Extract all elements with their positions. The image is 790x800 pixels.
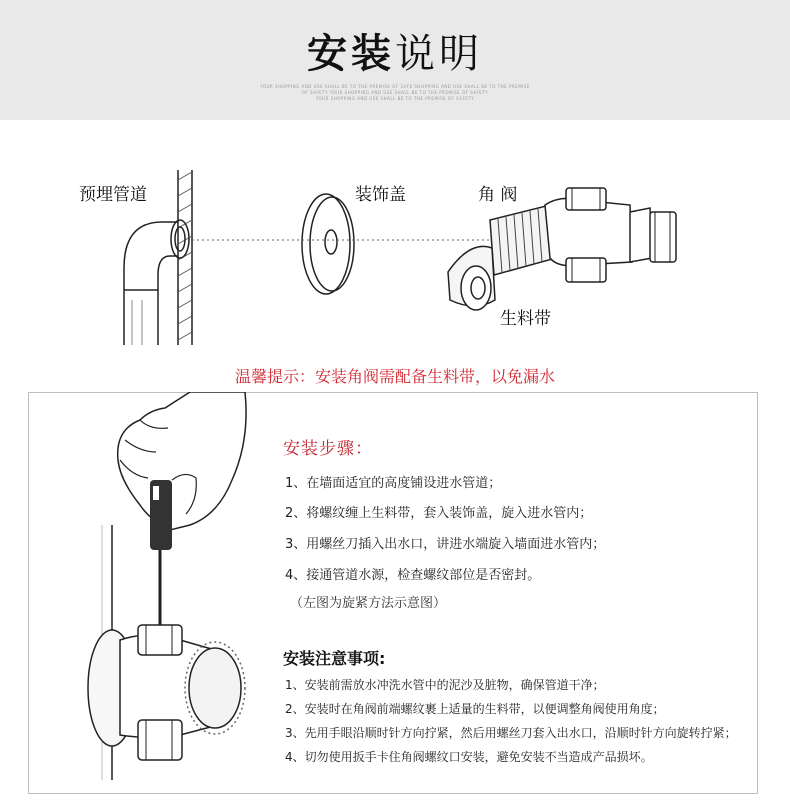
header-subtext-line1: YOUR SHOPPING AND USE SHALL BE TO THE PREMISE OF SAFE SHOPPING AND USE SHALL BE TO THE PREMISE [260,84,530,89]
decorative-cover-illustration [302,194,354,294]
notice-item-1: 1、安装前需放水冲洗水管中的泥沙及脏物，确保管道干净； [285,678,605,692]
page-title-bold: 安装 [307,31,395,77]
step-item-2: 2、将螺纹缠上生料带，套入装饰盖，旋入进水管内； [285,506,593,521]
page-title-light: 说明 [395,31,483,77]
embedded-pipe-illustration [124,220,189,345]
warm-tip: 温馨提示：安装角阀需配备生料带，以免漏水 [234,367,555,386]
header-banner [0,0,790,120]
tape-label: 生料带 [500,309,551,329]
notice-item-4: 4、切勿使用扳手卡住角阀螺纹口安装，避免安装不当造成产品损坏。 [285,750,653,764]
cover-label: 装饰盖 [355,185,406,205]
notice-item-2: 2、安装时在角阀前端螺纹裹上适量的生料带，以便调整角阀使用角度； [285,702,665,716]
header-subtext [0,84,790,102]
step-item-1: 1、在墙面适宜的高度铺设进水管道； [285,476,502,491]
steps-title: 安装步骤： [283,439,373,459]
valve-label: 角 阀 [478,185,518,205]
steps-note: （左图为旋紧方法示意图） [290,596,447,611]
hand-screwdriver-illustration [28,392,278,792]
header-subtext-line2: OF SAFETY YOUR SHOPPING AND USE SHALL BE TO THE PREMISE OF SAFETY [301,90,489,95]
angle-valve-illustration [490,188,676,282]
header-subtext-line3: YOUR SHOPPING AND USE SHALL BE TO THE PREMISE OF SAFETY [315,96,475,101]
embedded-pipe-label: 预埋管道 [79,185,147,205]
ptfe-tape-illustration [448,246,495,310]
notice-item-3: 3、先用手眼沿顺时针方向拧紧，然后用螺丝刀套入出水口，沿顺时针方向旋转拧紧； [285,726,737,740]
parts-diagram [0,130,790,350]
notices-title: 安装注意事项: [283,649,386,668]
page-title [0,22,790,79]
step-item-4: 4、接通管道水源，检查螺纹部位是否密封。 [285,568,541,583]
step-item-3: 3、用螺丝刀插入出水口，讲进水端旋入墙面进水管内； [285,537,606,552]
